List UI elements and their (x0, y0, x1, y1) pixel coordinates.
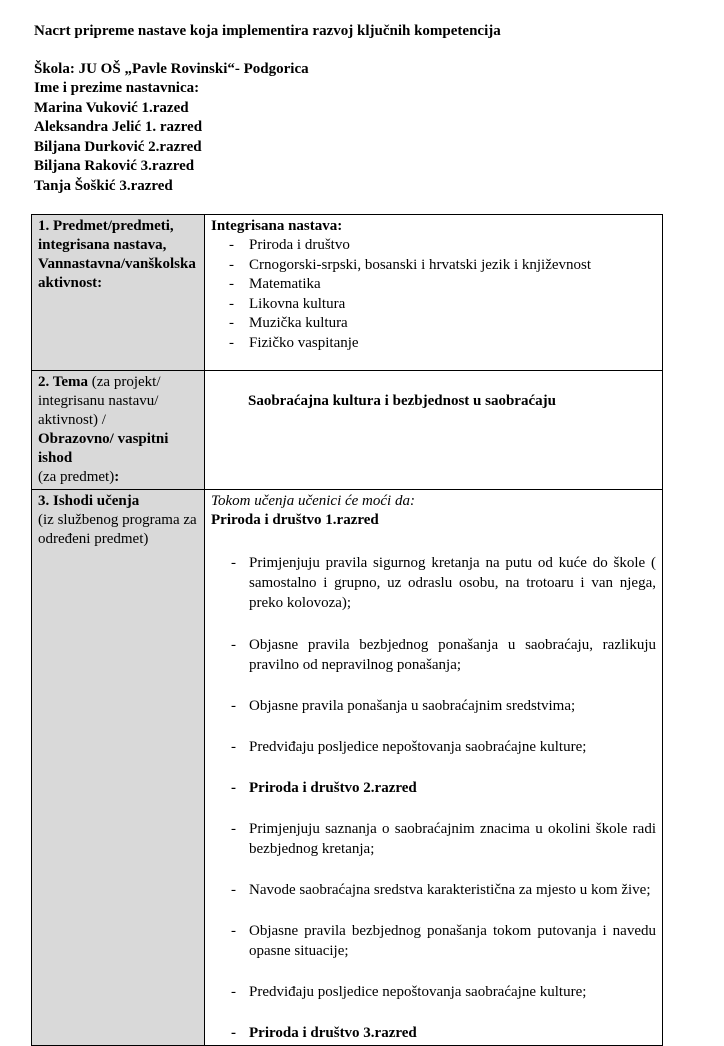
subject-item: - Crnogorski-srpski, bosanski i hrvatski jezik i književnost (211, 256, 656, 276)
row-outcomes (32, 490, 663, 1046)
teacher-name: Tanja Šoškić 3.razred (34, 177, 173, 194)
subject-item: - Likovna kultura (211, 295, 656, 315)
outcome-item: - Primjenjuju pravila sigurnog kretanja na putu od kuće do škole ( samostalno i grupno, uz odraslu osobu, na trotoaru i van njega, preko kolovoza); (211, 553, 656, 613)
outcome-label-colon: : (114, 469, 120, 485)
grade1-heading: Priroda i društvo 1.razred (211, 512, 379, 528)
outcome-item: - Predviđaju posljedice nepoštovanja saobraćajne kulture; (211, 982, 656, 1002)
outcome-item: - Objasne pravila ponašanja u saobraćajnim sredstvima; (211, 696, 656, 716)
teacher-name: Biljana Durković 2.razred (34, 138, 202, 155)
school-name: Škola: JU OŠ „Pavle Rovinski“- Podgorica (34, 60, 309, 77)
grade-heading-item: - Priroda i društvo 2.razred (211, 778, 656, 798)
row-outcomes-content (205, 490, 663, 1046)
outcomes-list (211, 553, 656, 1043)
outcome-item: - Predviđaju posljedice nepoštovanja saobraćajne kulture; (211, 737, 656, 757)
lesson-plan-table (31, 214, 663, 1046)
row-subjects (32, 215, 663, 371)
outcomes-label-bold: 3. Ishodi učenja (38, 493, 140, 509)
teacher-name: Aleksandra Jelić 1. razred (34, 119, 203, 135)
row-subjects-content (205, 215, 663, 371)
document-header (34, 22, 501, 196)
teacher-name: Biljana Raković 3.razred (34, 158, 195, 174)
row-theme-content (205, 371, 663, 490)
subject-item: - Muzička kultura (211, 314, 656, 334)
row-subjects-label: 1. Predmet/predmeti, integrisana nastava, Vannastavna/vanškolska aktivnost: (32, 215, 205, 371)
theme-label-note: (za projekt/ integrisanu nastavu/ aktivnost) / (38, 374, 161, 428)
theme-label-bold: 2. Tema (38, 374, 89, 390)
row-theme (32, 371, 663, 490)
grade-heading-item: - Priroda i društvo 3.razred (211, 1023, 656, 1043)
outcome-item: - Primjenjuju saznanja o saobraćajnim znacima u okolini škole radi bezbjednog kretanja; (211, 819, 656, 859)
outcome-item: - Navode saobraćajna sredstva karakteristična za mjesto u kom žive; (211, 880, 656, 900)
row-outcomes-label (32, 490, 205, 1046)
subject-item: - Fizičko vaspitanje (211, 334, 656, 354)
outcomes-intro: Tokom učenja učenici će moći da: (211, 493, 415, 509)
outcome-item: - Objasne pravila bezbjednog ponašanja u saobraćaju, razlikuju pravilno od nepravilnog ponašanja; (211, 635, 656, 675)
subject-item: - Matematika (211, 275, 656, 295)
outcome-item: - Objasne pravila bezbjednog ponašanja tokom putovanja i navedu opasne situacije; (211, 921, 656, 961)
subject-item: - Priroda i društvo (211, 236, 656, 256)
outcomes-label-note: (iz službenog programa za određeni predmet) (38, 512, 197, 547)
outcome-label-bold: Obrazovno/ vaspitni ishod (38, 431, 169, 466)
row-theme-label (32, 371, 205, 490)
teacher-name: Marina Vuković 1.razed (34, 99, 189, 116)
document-title: Nacrt pripreme nastave koja implementira razvoj ključnih kompetencija (34, 23, 501, 39)
integrated-teaching-heading: Integrisana nastava: (211, 218, 343, 234)
teachers-label: Ime i prezime nastavnica: (34, 80, 200, 96)
theme-title: Saobraćajna kultura i bezbjednost u saobraćaju (248, 393, 556, 409)
outcome-label-note: (za predmet) (38, 469, 115, 485)
subject-list (211, 236, 656, 353)
